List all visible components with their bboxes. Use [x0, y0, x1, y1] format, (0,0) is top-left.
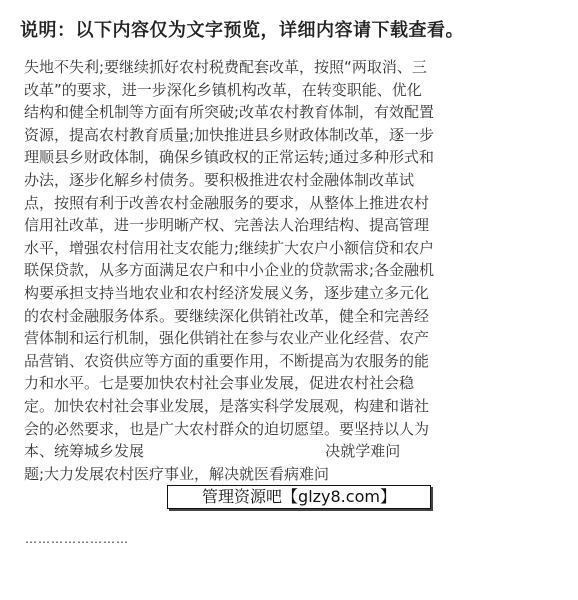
text-line: 点，按照有利于改善农村金融服务的要求，从整体上推进农村	[24, 193, 430, 212]
site-watermark-badge: 管理资源吧【glzy8.com】	[167, 485, 431, 509]
text-line: 构要承担支持当地农业和农村经济发展义务，逐步建立多元化	[24, 283, 430, 302]
text-line: 营体制和运行机制，强化供销社在参与农业产业化经营、农产	[24, 329, 430, 348]
text-line: 的农村金融服务体系。要继续深化供销社改革，健全和完善经	[24, 306, 430, 325]
text-line: 信用社改革，进一步明晰产权、完善法人治理结构、提高管理	[24, 216, 430, 235]
truncation-ellipsis: ……………………	[25, 532, 129, 546]
text-line: 题;大力发展农村医疗事业，解决就医看病难问	[24, 464, 330, 483]
text-line: 力和水平。七是要加快农村社会事业发展，促进农村社会稳	[24, 374, 415, 393]
text-line: 定。加快农村社会事业发展，是落实科学发展观，构建和谐社	[24, 396, 430, 415]
text-line: 改革”的要求，进一步深化乡镇机构改革，在转变职能、优化	[24, 80, 422, 99]
text-line: 失地不失利;要继续抓好农村税费配套改革，按照“两取消、三	[24, 58, 427, 76]
text-line: 品营销、农资供应等方面的重要作用，不断提高为农服务的能	[24, 351, 430, 370]
text-line: 会的必然要求，也是广大农村群众的迫切愿望。要坚持以人为	[24, 419, 430, 438]
text-line: 理顺县乡财政体制，确保乡镇政权的正常运转;通过多种形式和	[24, 148, 435, 167]
text-line: 结构和健全机制等方面有所突破;改革农村教育体制，有效配置	[24, 103, 435, 122]
text-line: 办法，逐步化解乡村债务。要积极推进农村金融体制改革试	[24, 170, 415, 189]
preview-notice-heading: 说明：以下内容仅为文字预览，详细内容请下载查看。	[20, 20, 464, 41]
text-line: 资源，提高农村教育质量;加快推进县乡财政体制改革，逐一步	[24, 125, 435, 144]
text-line: 水平，增强农村信用社支农能力;继续扩大农户小额信贷和农户	[24, 238, 435, 257]
text-line: 联保贷款，从多方面满足农户和中小企业的贷款需求;各金融机	[24, 261, 435, 280]
document-body	[24, 56, 554, 485]
text-line: 本、统筹城乡发展 决就学难问	[24, 442, 401, 461]
